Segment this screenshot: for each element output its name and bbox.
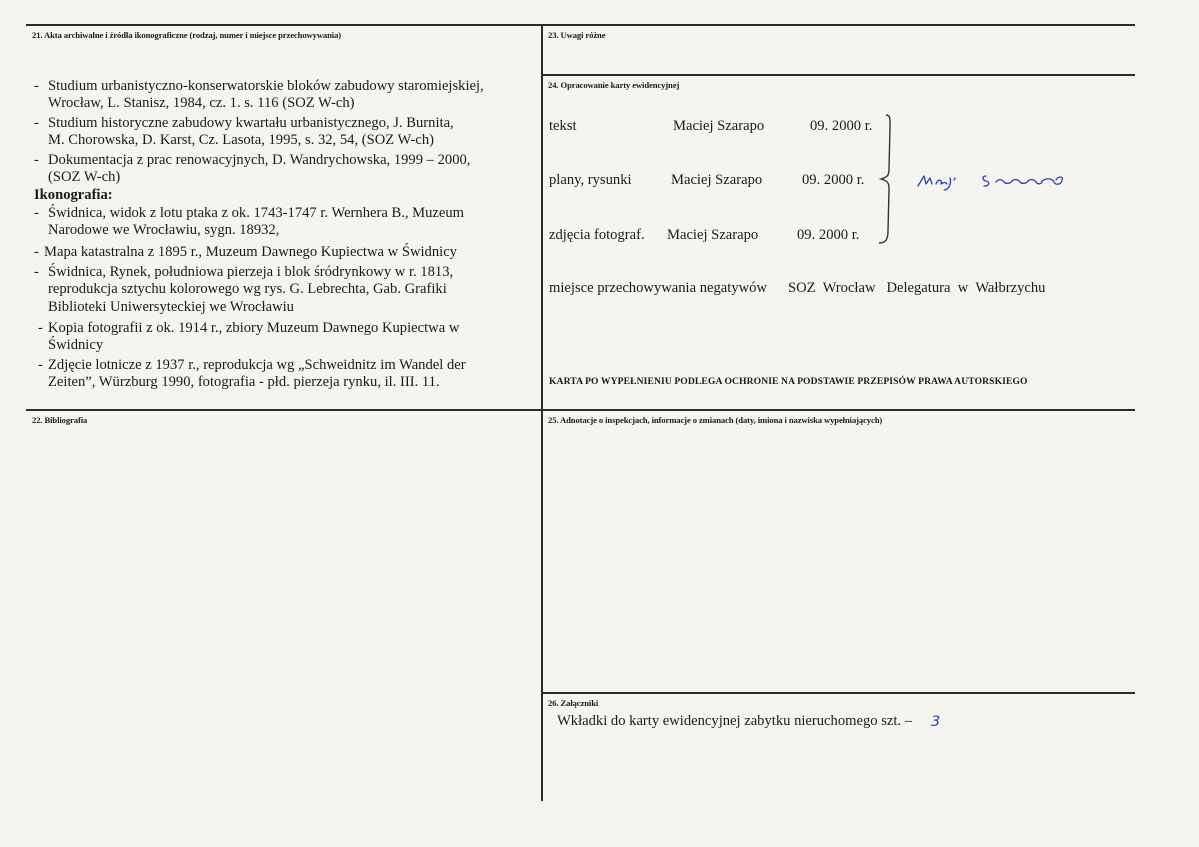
list-item: - Świdnica, Rynek, południowa pierzeja i blok śródrynkowy w r. 1813, reprodukcja sztychu kolorowego wg rys. G. Lebrechta, Gab. Grafiki Biblioteki Uniwersyteckiej we Wrocławiu	[34, 264, 454, 315]
section-21-header: 21. Akta archiwalne i źródła ikonograficzne (rodzaj, numer i miejsce przechowywania)	[32, 30, 342, 40]
section-24-header: 24. Opracowanie karty ewidencyjnej	[548, 80, 680, 90]
negatives-label: miejsce przechowywania negatywów	[549, 280, 768, 296]
signature	[912, 162, 1072, 202]
row-author: Maciej Szarapo	[667, 227, 759, 243]
section-26-header: 26. Załączniki	[548, 698, 599, 708]
attachments-text: Wkładki do karty ewidencyjnej zabytku nieruchomego szt. –	[557, 713, 913, 729]
brace-icon	[874, 113, 898, 245]
list-item: - Kopia fotografii z ok. 1914 r., zbiory Muzeum Dawnego Kupiectwa w Świdnicy	[38, 320, 460, 354]
row-label: zdjęcia fotograf.	[549, 227, 645, 243]
list-item: - Studium historyczne zabudowy kwartału urbanistycznego, J. Burnita, M. Chorowska, D. Karst, Cz. Lasota, 1995, s. 32, 54, (SOZ W-ch)	[34, 115, 454, 149]
row-author: Maciej Szarapo	[673, 118, 765, 134]
list-item: - Mapa katastralna z 1895 r., Muzeum Dawnego Kupiectwa w Świdnicy	[34, 244, 457, 260]
list-item: - Zdjęcie lotnicze z 1937 r., reprodukcja wg „Schweidnitz im Wandel der Zeiten”, Würzburg 1990, fotografia - płd. pierzeja rynku, il. III. 11.	[38, 357, 466, 391]
list-item: - Studium urbanistyczno-konserwatorskie bloków zabudowy staromiejskiej, Wrocław, L. Stanisz, 1984, cz. 1. s. 116 (SOZ W-ch)	[34, 78, 484, 112]
top-rule	[26, 24, 1135, 26]
row-label: tekst	[549, 118, 577, 134]
rule-above-26	[543, 692, 1135, 694]
row-label: plany, rysunki	[549, 172, 632, 188]
center-divider	[541, 24, 543, 801]
middle-rule	[26, 409, 1135, 411]
rule-below-23	[543, 74, 1135, 76]
section-23-header: 23. Uwagi różne	[548, 30, 606, 40]
copyright-notice: KARTA PO WYPEŁNIENIU PODLEGA OCHRONIE NA PODSTAWIE PRZEPISÓW PRAWA AUTORSKIEGO	[549, 376, 1028, 387]
negatives-place: SOZ Wrocław Delegatura w Wałbrzychu	[788, 280, 1046, 296]
attachments-count: 3	[931, 713, 941, 730]
list-item: - Świdnica, widok z lotu ptaka z ok. 1743-1747 r. Wernhera B., Muzeum Narodowe we Wrocławiu, sygn. 18932,	[34, 205, 465, 239]
row-date: 09. 2000 r.	[797, 227, 860, 243]
section-25-header: 25. Adnotacje o inspekcjach, informacje o zmianach (daty, imiona i nazwiska wypełniających)	[548, 415, 883, 425]
row-author: Maciej Szarapo	[671, 172, 763, 188]
row-date: 09. 2000 r.	[810, 118, 873, 134]
row-date: 09. 2000 r.	[802, 172, 865, 188]
list-item: - Dokumentacja z prac renowacyjnych, D. Wandrychowska, 1999 – 2000, (SOZ W-ch)	[34, 152, 471, 186]
iconography-label: Ikonografia:	[34, 187, 113, 203]
section-22-header: 22. Bibliografia	[32, 415, 88, 425]
